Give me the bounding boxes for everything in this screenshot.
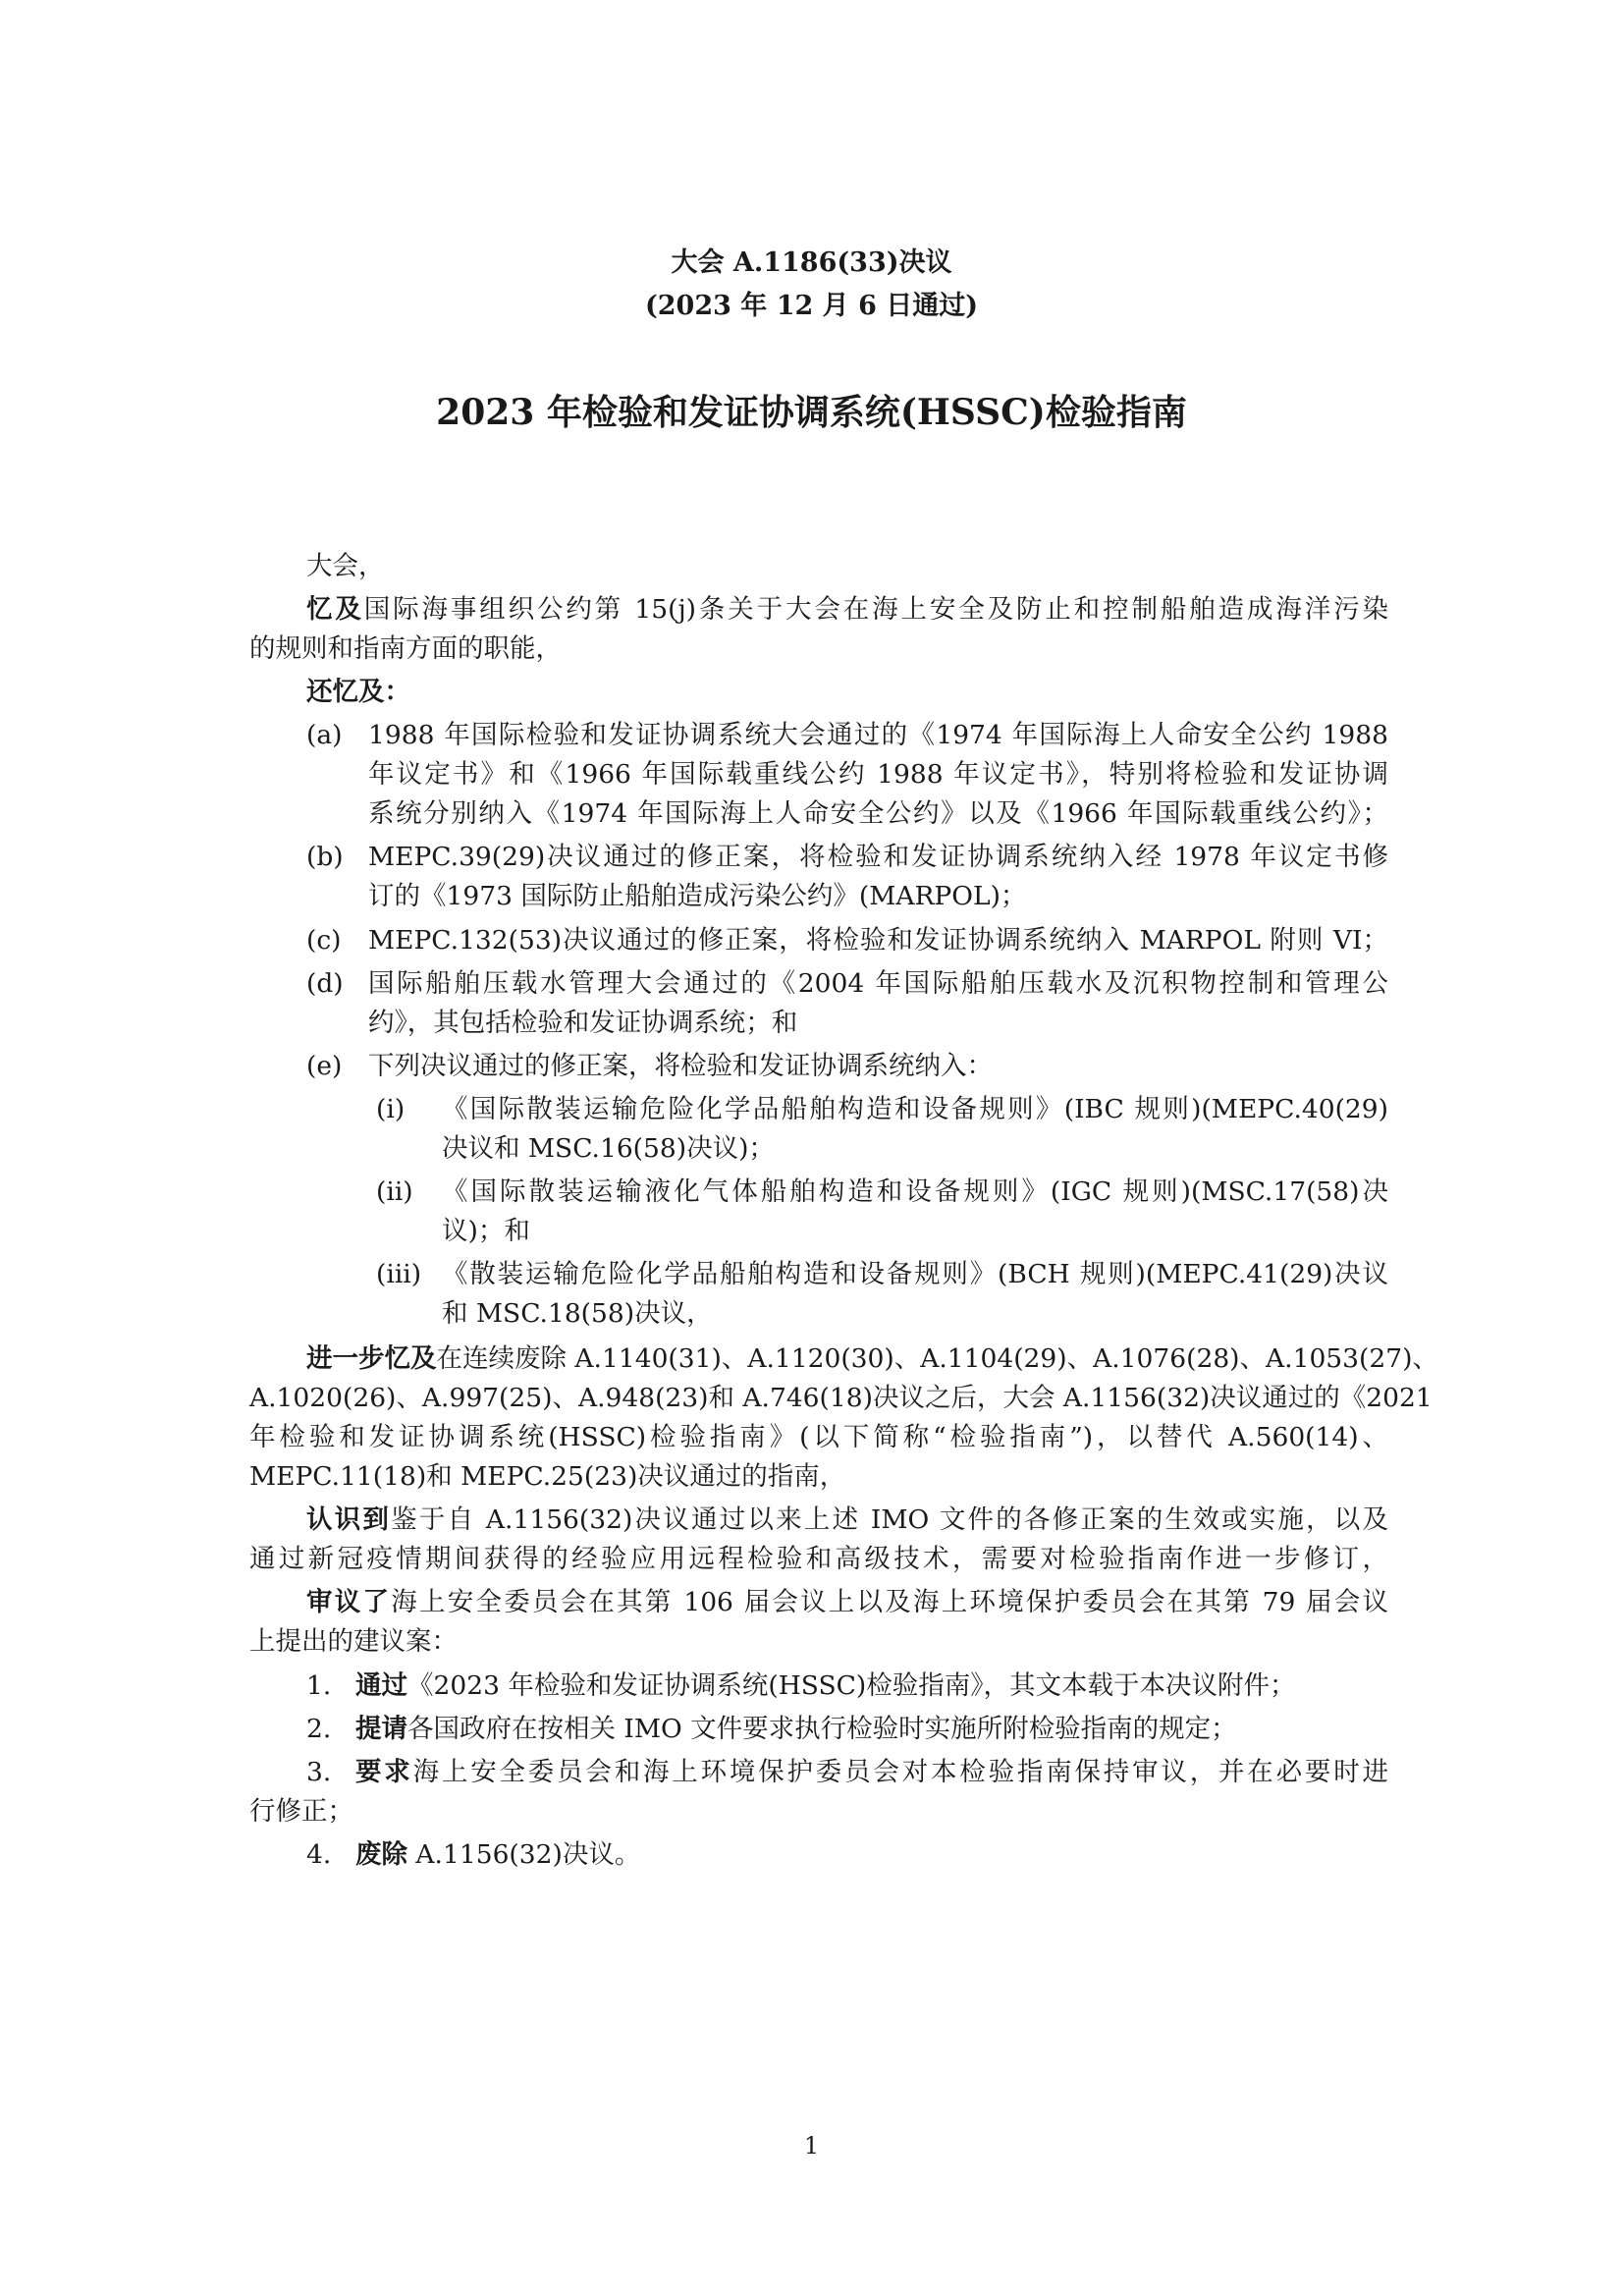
document-title: 2023 年检验和发证协调系统(HSSC)检验指南 [436,392,1187,433]
recalling-lead: 忆及 [306,594,364,625]
subitem-i-line2: 决议和 MSC.16(58)决议)； [442,1133,775,1164]
operative-4-text: 废除 A.1156(32)决议。 [355,1839,641,1870]
operative-3-continuation: 行修正； [249,1796,353,1827]
page-number: 1 [803,2132,820,2159]
subitem-iii-line2: 和 MSC.18(58)决议， [442,1298,713,1329]
opening-line: 大会， [306,551,385,581]
further-recalling-lead: 进一步忆及 [306,1343,437,1374]
operative-1-number: 1. [306,1670,332,1701]
item-d-line2: 约》，其包括检验和发证协调系统；和 [368,1008,798,1038]
resolution-number: 大会 A.1186(33)决议 [671,247,952,278]
further-recalling-line4: MEPC.11(18)和 MEPC.25(23)决议通过的指南， [249,1461,846,1492]
operative-2-text: 提请各国政府在按相关 IMO 文件要求执行检验时实施所附检验指南的规定； [355,1714,1237,1744]
item-c-line1: MEPC.132(53)决议通过的修正案，将检验和发证协调系统纳入 MARPOL 附则 VI； [368,925,1388,956]
further-recalling-line3: 年检验和发证协调系统(HSSC)检验指南》(以下简称“检验指南”)，以替代 A.560(14)、 [249,1422,1388,1452]
item-a-label: (a) [306,720,343,750]
considered-lead: 审议了 [306,1587,392,1617]
subitem-i-label: (i) [376,1094,406,1124]
item-b-line2: 订的《1973 国际防止船舶造成污染公约》(MARPOL)； [368,881,1027,911]
operative-4-number: 4. [306,1839,332,1870]
operative-2-number: 2. [306,1714,332,1744]
recognizing-lead: 认识到 [306,1504,392,1535]
subitem-ii-label: (ii) [376,1176,413,1207]
recognizing-paragraph: 认识到鉴于自 A.1156(32)决议通过以来上述 IMO 文件的各修正案的生效或实施，以及 [306,1504,1389,1535]
also-recalling: 还忆及： [306,677,410,707]
item-a-line2: 年议定书》和《1966 年国际载重线公约 1988 年议定书》，特别将检验和发证协调 [368,759,1388,790]
item-e-line1: 下列决议通过的修正案，将检验和发证协调系统纳入： [368,1051,993,1081]
adoption-date: (2023 年 12 月 6 日通过) [644,291,979,321]
subitem-iii-label: (iii) [376,1259,422,1289]
operative-3-number: 3. [306,1757,332,1787]
item-c-label: (c) [306,925,342,956]
item-b-label: (b) [306,842,344,872]
item-b-line1: MEPC.39(29)决议通过的修正案，将检验和发证协调系统纳入经 1978 年议定书修 [368,842,1388,872]
subitem-i-line1: 《国际散装运输危险化学品船舶构造和设备规则》(IBC 规则)(MEPC.40(29) [442,1094,1388,1124]
recognizing-line2: 通过新冠疫情期间获得的经验应用远程检验和高级技术，需要对检验指南作进一步修订， [249,1544,1388,1574]
item-a-line1: 1988 年国际检验和发证协调系统大会通过的《1974 年国际海上人命安全公约 1988 [368,720,1388,750]
subitem-ii-line2: 议)；和 [442,1216,530,1246]
subitem-iii-line1: 《散装运输危险化学品船舶构造和设备规则》(BCH 规则)(MEPC.41(29)决议 [442,1259,1388,1289]
considered-paragraph: 审议了海上安全委员会在其第 106 届会议上以及海上环境保护委员会在其第 79 届会议 [306,1587,1388,1617]
operative-3-text: 要求海上安全委员会和海上环境保护委员会对本检验指南保持审议，并在必要时进 [355,1757,1389,1787]
recalling-line2: 的规则和指南方面的职能， [249,633,562,664]
operative-1-text: 通过《2023 年检验和发证协调系统(HSSC)检验指南》，其文本载于本决议附件； [355,1670,1296,1701]
recalling-paragraph: 忆及国际海事组织公约第 15(j)条关于大会在海上安全及防止和控制船舶造成海洋污染 [306,594,1388,625]
further-recalling-paragraph: 进一步忆及在连续废除 A.1140(31)、A.1120(30)、A.1104(29)、A.1076(28)、A.1053(27)、 [306,1343,1438,1374]
item-d-label: (d) [306,968,344,999]
item-d-line1: 国际船舶压载水管理大会通过的《2004 年国际船舶压载水及沉积物控制和管理公 [368,968,1388,999]
further-recalling-line2: A.1020(26)、A.997(25)、A.948(23)和 A.746(18)决议之后，大会 A.1156(32)决议通过的《2021 [249,1383,1433,1413]
considered-line2: 上提出的建议案： [249,1626,458,1657]
item-a-line3: 系统分别纳入《1974 年国际海上人命安全公约》以及《1966 年国际载重线公约》； [368,798,1388,829]
subitem-ii-line1: 《国际散装运输液化气体船舶构造和设备规则》(IGC 规则)(MSC.17(58)决 [442,1176,1388,1207]
item-e-label: (e) [306,1051,343,1081]
